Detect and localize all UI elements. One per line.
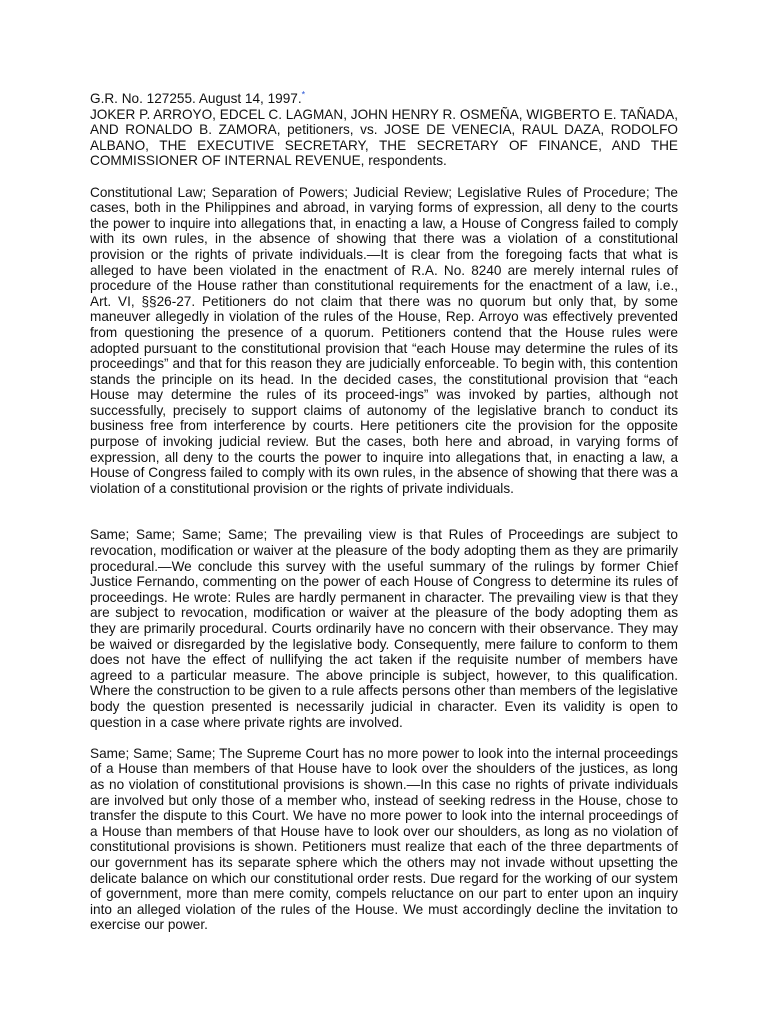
syllabus-paragraph-3: Same; Same; Same; The Supreme Court has no more power to look into the internal proceedings of a House than members of that House have to look over the shoulders of the justices, as long as no violation of constitutional provisions is shown.—In this case no rights of private individuals are involved but only those of a member who, instead of seeking redress in the House, chose to transfer the dispute to this Court. We have no more power to look into the internal proceedings of a House than members of that House have to look over our shoulders, as long as no violation of constitutional provisions is shown. Petitioners must realize that each of the three departments of our government has its separate sphere which the others may not invade without upsetting the delicate balance on which our constitutional order rests. Due regard for the working of our system of government, more than mere comity, compels reluctance on our part to enter upon an inquiry into an alleged violation of the rules of the House. We must accordingly decline the invitation to exercise our power.: [90, 745, 678, 933]
document-page: [90, 91, 678, 933]
syllabus-paragraph-1: Constitutional Law; Separation of Powers; Judicial Review; Legislative Rules of Procedure; The cases, both in the Philippines and abroad, in varying forms of expression, all deny to the courts the power to inquire into allegations that, in enacting a law, a House of Congress failed to comply with its own rules, in the absence of showing that there was a violation of a constitutional provision or the rights of private individuals.—It is clear from the foregoing facts that what is alleged to have been violated in the enactment of R.A. No. 8240 are merely internal rules of procedure of the House rather than constitutional requirements for the enactment of a law, i.e., Art. VI, §§26-27. Petitioners do not claim that there was no quorum but only that, by some maneuver allegedly in violation of the rules of the House, Rep. Arroyo was effectively prevented from questioning the presence of a quorum. Petitioners contend that the House rules were adopted pursuant to the constitutional provision that “each House may determine the rules of its proceedings” and that for this reason they are judicially enforceable. To begin with, this contention stands the principle on its head. In the decided cases, the constitutional provision that “each House may determine the rules of its proceed-ings” was invoked by parties, although not successfully, precisely to support claims of autonomy of the legislative branch to conduct its business free from interference by courts. Here petitioners cite the provision for the opposite purpose of invoking judicial review. But the cases, both here and abroad, in varying forms of expression, all deny to the courts the power to inquire into allegations that, in enacting a law, a House of Congress failed to comply with its own rules, in the absence of showing that there was a violation of a constitutional provision or the rights of private individuals.: [90, 184, 678, 496]
case-number: [90, 91, 678, 107]
footnote-marker[interactable]: *: [301, 89, 306, 100]
case-parties: JOKER P. ARROYO, EDCEL C. LAGMAN, JOHN HENRY R. OSMEÑA, WIGBERTO E. TAÑADA, AND RONALDO B. ZAMORA, petitioners, vs. JOSE DE VENECIA, RAUL DAZA, RODOLFO ALBANO, THE EXECUTIVE SECRETARY, THE SECRETARY OF FINANCE, AND THE COMMISSIONER OF INTERNAL REVENUE, respondents.: [90, 106, 678, 169]
case-number-text: G.R. No. 127255. August 14, 1997.: [90, 91, 302, 106]
syllabus-paragraph-2: Same; Same; Same; Same; The prevailing view is that Rules of Proceedings are subject to revocation, modification or waiver at the pleasure of the body adopting them as they are primarily procedural.—We conclude this survey with the useful summary of the rulings by former Chief Justice Fernando, commenting on the power of each House of Congress to determine its rules of proceedings. He wrote: Rules are hardly permanent in character. The prevailing view is that they are subject to revocation, modification or waiver at the pleasure of the body adopting them as they are primarily procedural. Courts ordinarily have no concern with their observance. They may be waived or disregarded by the legislative body. Consequently, mere failure to conform to them does not have the effect of nullifying the act taken if the requisite number of members have agreed to a particular measure. The above principle is subject, however, to this qualification. Where the construction to be given to a rule affects persons other than members of the legislative body the question presented is necessarily judicial in character. Even its validity is open to question in a case where private rights are involved.: [90, 527, 678, 730]
